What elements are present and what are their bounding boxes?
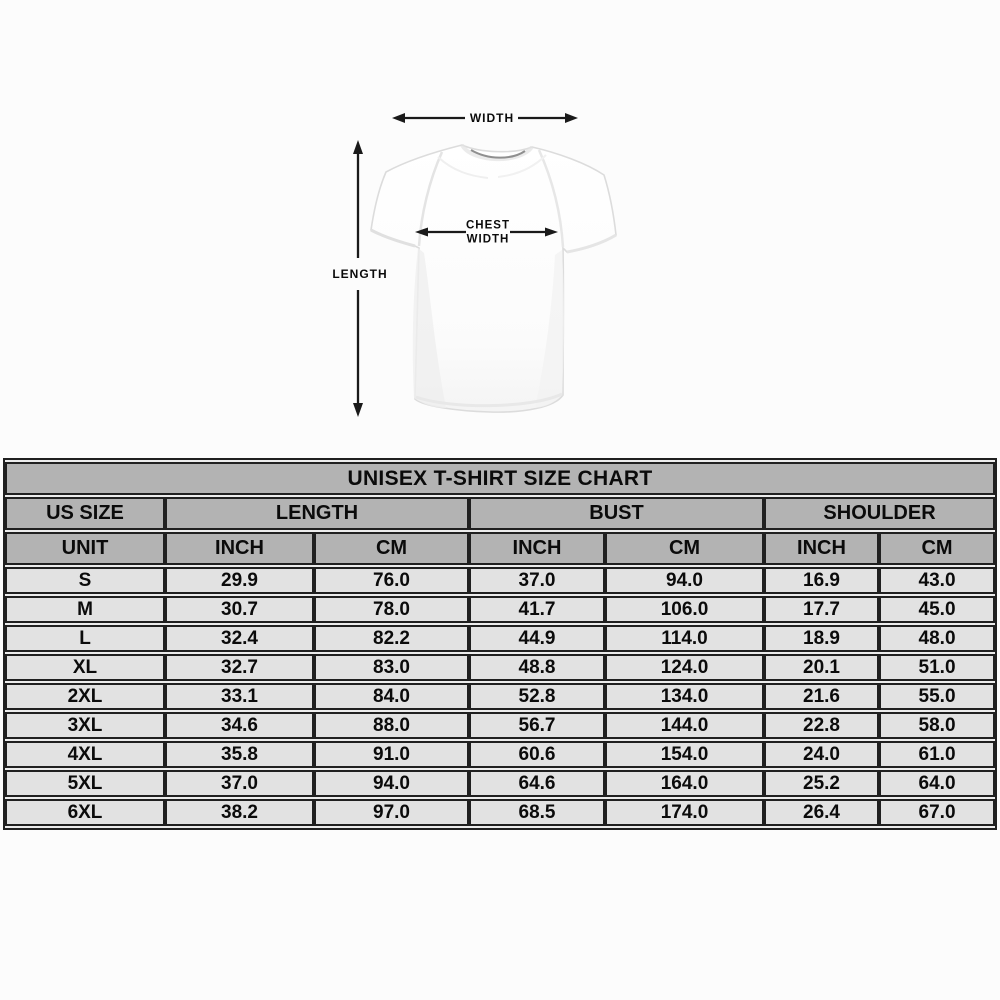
value-cell: 88.0 <box>314 712 469 739</box>
value-cell: 51.0 <box>879 654 995 681</box>
value-cell: 64.6 <box>469 770 605 797</box>
table-group-header-row <box>5 497 995 530</box>
size-cell: XL <box>5 654 165 681</box>
table-row <box>5 741 995 768</box>
value-cell: 94.0 <box>605 567 764 594</box>
table-row <box>5 625 995 652</box>
table-row <box>5 770 995 797</box>
value-cell: 35.8 <box>165 741 314 768</box>
value-cell: 174.0 <box>605 799 764 826</box>
value-cell: 22.8 <box>764 712 879 739</box>
value-cell: 97.0 <box>314 799 469 826</box>
size-cell: 5XL <box>5 770 165 797</box>
table-row <box>5 596 995 623</box>
value-cell: 48.8 <box>469 654 605 681</box>
size-cell: 4XL <box>5 741 165 768</box>
header-shoulder: SHOULDER <box>764 497 995 530</box>
tshirt-measurement-diagram <box>320 95 650 445</box>
unit-cell-bust-inch: INCH <box>469 532 605 565</box>
value-cell: 18.9 <box>764 625 879 652</box>
chest-width-label-line2: WIDTH <box>466 233 510 246</box>
value-cell: 48.0 <box>879 625 995 652</box>
value-cell: 114.0 <box>605 625 764 652</box>
value-cell: 64.0 <box>879 770 995 797</box>
unit-cell-shoulder-inch: INCH <box>764 532 879 565</box>
value-cell: 91.0 <box>314 741 469 768</box>
value-cell: 83.0 <box>314 654 469 681</box>
value-cell: 33.1 <box>165 683 314 710</box>
size-chart-table <box>3 458 997 830</box>
unit-cell-shoulder-cm: CM <box>879 532 995 565</box>
size-cell: 6XL <box>5 799 165 826</box>
value-cell: 78.0 <box>314 596 469 623</box>
value-cell: 61.0 <box>879 741 995 768</box>
width-arrow-label: WIDTH <box>469 111 515 125</box>
value-cell: 29.9 <box>165 567 314 594</box>
value-cell: 17.7 <box>764 596 879 623</box>
table-row <box>5 654 995 681</box>
value-cell: 124.0 <box>605 654 764 681</box>
length-arrow-label: LENGTH <box>332 267 388 281</box>
value-cell: 154.0 <box>605 741 764 768</box>
size-cell: 2XL <box>5 683 165 710</box>
length-arrow <box>332 140 387 417</box>
value-cell: 32.7 <box>165 654 314 681</box>
value-cell: 68.5 <box>469 799 605 826</box>
value-cell: 56.7 <box>469 712 605 739</box>
chest-width-label-line1: CHEST <box>466 219 510 232</box>
value-cell: 164.0 <box>605 770 764 797</box>
width-arrow <box>392 111 578 125</box>
value-cell: 55.0 <box>879 683 995 710</box>
value-cell: 45.0 <box>879 596 995 623</box>
value-cell: 82.2 <box>314 625 469 652</box>
size-cell: L <box>5 625 165 652</box>
size-cell: S <box>5 567 165 594</box>
value-cell: 30.7 <box>165 596 314 623</box>
tshirt-graphic <box>371 145 616 412</box>
value-cell: 25.2 <box>764 770 879 797</box>
value-cell: 20.1 <box>764 654 879 681</box>
value-cell: 134.0 <box>605 683 764 710</box>
value-cell: 60.6 <box>469 741 605 768</box>
value-cell: 144.0 <box>605 712 764 739</box>
value-cell: 41.7 <box>469 596 605 623</box>
value-cell: 24.0 <box>764 741 879 768</box>
value-cell: 38.2 <box>165 799 314 826</box>
value-cell: 32.4 <box>165 625 314 652</box>
value-cell: 58.0 <box>879 712 995 739</box>
value-cell: 16.9 <box>764 567 879 594</box>
table-row <box>5 567 995 594</box>
value-cell: 43.0 <box>879 567 995 594</box>
table-title: UNISEX T-SHIRT SIZE CHART <box>5 462 995 495</box>
unit-label-cell: UNIT <box>5 532 165 565</box>
value-cell: 44.9 <box>469 625 605 652</box>
value-cell: 76.0 <box>314 567 469 594</box>
table-row <box>5 683 995 710</box>
value-cell: 34.6 <box>165 712 314 739</box>
value-cell: 106.0 <box>605 596 764 623</box>
value-cell: 52.8 <box>469 683 605 710</box>
header-length: LENGTH <box>165 497 469 530</box>
table-unit-row <box>5 532 995 565</box>
table-title-row <box>5 462 995 495</box>
value-cell: 37.0 <box>165 770 314 797</box>
header-bust: BUST <box>469 497 764 530</box>
value-cell: 21.6 <box>764 683 879 710</box>
unit-cell-length-inch: INCH <box>165 532 314 565</box>
size-cell: M <box>5 596 165 623</box>
value-cell: 94.0 <box>314 770 469 797</box>
table-row <box>5 712 995 739</box>
value-cell: 67.0 <box>879 799 995 826</box>
header-us-size: US SIZE <box>5 497 165 530</box>
unit-cell-bust-cm: CM <box>605 532 764 565</box>
tshirt-diagram-svg <box>320 95 650 445</box>
unit-cell-length-cm: CM <box>314 532 469 565</box>
size-cell: 3XL <box>5 712 165 739</box>
value-cell: 84.0 <box>314 683 469 710</box>
value-cell: 26.4 <box>764 799 879 826</box>
value-cell: 37.0 <box>469 567 605 594</box>
table-row <box>5 799 995 826</box>
